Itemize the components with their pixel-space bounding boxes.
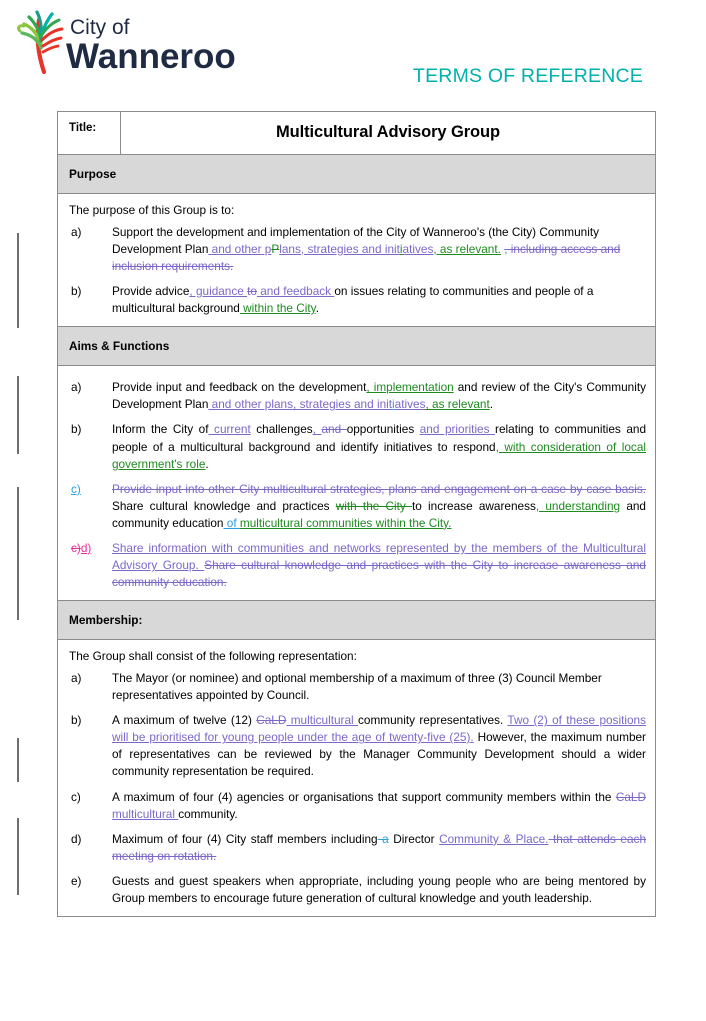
marker-text: a) <box>71 671 82 685</box>
text-run-ins-p: Community & Place. <box>439 831 549 846</box>
text-run-plain: opportunities <box>346 422 420 437</box>
list-item <box>69 379 646 413</box>
text-run-ins-p: current <box>208 422 251 437</box>
marker-text: e) <box>71 873 82 888</box>
section-intro: The purpose of this Group is to: <box>69 203 235 217</box>
text-run-plain: and review of the City's Community Development Plan <box>112 380 646 412</box>
marker-text: b) <box>71 284 82 299</box>
text-run-ins-p: and other p <box>208 241 272 256</box>
text-run-ins-p: atives <box>402 241 434 256</box>
text-run-ins-g: , implementation <box>366 380 454 395</box>
text-run-plain: Provide input and feedback on the development <box>112 380 367 395</box>
list-item-marker <box>71 421 82 438</box>
text-run-ins-g: , with consideration of local government's role <box>112 439 646 471</box>
list-item-marker <box>71 670 82 687</box>
text-run-plain: and community education <box>112 498 646 530</box>
list-item-marker <box>71 873 82 890</box>
text-run-ins-p: Two (2) of these positions will be prioritised for young people under the age of twenty-five (25). <box>112 713 646 745</box>
list-item <box>69 540 646 591</box>
list-item <box>69 224 646 275</box>
text-run-plain: Guests and guest speakers when appropriate, including young people who are being mentored by Group members to encourage future generation of cultural knowledge and youth leadership. <box>112 873 646 906</box>
section-intro: The Group shall consist of the following representation: <box>69 649 357 664</box>
text-run-ins-b: i <box>392 397 395 412</box>
list-item-marker <box>71 540 91 557</box>
marker-text: d) <box>80 540 92 555</box>
section-heading: Purpose <box>69 167 117 181</box>
text-run-ins-p: multicultural <box>112 806 179 821</box>
text-run-del-g: with the City <box>335 498 413 513</box>
text-run-plain: Support the development and implementation of the City of Wanneroo's (the City) Community Development Plan <box>112 224 600 256</box>
section-body-row <box>58 640 656 917</box>
marker-text: a) <box>71 224 82 239</box>
change-bar-1 <box>17 233 19 328</box>
logo-emblem-icon <box>19 12 62 72</box>
marker-text: b) <box>71 713 82 728</box>
text-run-ins-p: , guidance <box>189 284 248 299</box>
section-list <box>69 224 646 317</box>
text-run-ins-p: networks represented by the members of the Multicultural Advisory Group. <box>112 540 646 573</box>
section-header-cell <box>58 155 656 194</box>
list-item <box>69 670 646 704</box>
list-item <box>69 481 646 532</box>
text-run-plain: Maximum of four (4) City staff members including <box>112 831 378 846</box>
text-run-ins-g: within the City <box>239 301 316 316</box>
page-title: Multicultural Advisory Group <box>276 123 500 141</box>
text-run-ins-p: atives <box>394 397 426 412</box>
text-run-plain: Share cultural knowledge and practices <box>112 498 336 513</box>
text-run-plain: . <box>205 456 209 471</box>
marker-text: a) <box>71 380 82 395</box>
list-item-marker <box>71 712 82 729</box>
section-header-row <box>58 155 656 194</box>
city-of-wanneroo-logo <box>8 4 238 80</box>
text-run-del-g: P <box>271 241 280 256</box>
text-run-ins-p: Share information with communities and <box>112 540 334 555</box>
list-item-marker <box>71 481 81 498</box>
text-run-del-p: CaLD <box>615 789 646 804</box>
list-item <box>69 712 646 780</box>
section-body-cell <box>58 366 656 601</box>
section-heading: Membership: <box>69 613 143 628</box>
section-header-cell <box>58 327 656 366</box>
text-run-plain: However, the maximum number of representatives can be reviewed by the Manager Community Development should a wider community representation be required. <box>112 730 646 779</box>
text-run-del-p: Provide input into other City multicultural strategies, plans and engagement on a case by case basis. <box>112 481 646 496</box>
text-run-plain: Provide advice <box>112 284 190 299</box>
section-header-cell <box>58 601 656 640</box>
text-run-del-b: a <box>377 831 389 846</box>
section-body <box>58 194 655 326</box>
title-label: Title: <box>69 122 97 134</box>
text-run-ins-b: of <box>223 515 240 530</box>
text-run-ins-g: multicultural communities within <box>239 515 410 530</box>
text-run-plain: Director <box>388 831 440 846</box>
list-item <box>69 831 646 865</box>
section-list <box>69 379 646 591</box>
list-item-marker <box>71 789 81 806</box>
text-run-plain: community representatives. <box>357 713 508 728</box>
text-run-del-p: to <box>247 284 257 299</box>
list-item-marker <box>71 283 82 300</box>
document-kicker: TERMS OF REFERENCE <box>412 65 643 87</box>
section-body-cell <box>58 640 656 917</box>
list-item <box>69 421 646 472</box>
marker-text: d) <box>71 831 82 846</box>
text-run-plain: A maximum of four (4) agencies or organisations that support community members within the <box>112 789 616 804</box>
section-body-row <box>58 366 656 601</box>
text-run-plain: . <box>489 397 494 412</box>
list-item <box>69 789 646 823</box>
text-run-plain: challenges <box>250 422 313 437</box>
section-body <box>58 366 655 600</box>
text-run-plain: relating to communities and people of a multicultural background and identify initiatives to respond <box>112 422 647 454</box>
text-run-del-p: , including access and inclusion requirements. <box>112 241 621 273</box>
text-run-plain: A maximum of twelve (12) <box>112 713 257 728</box>
logo-line1: City of <box>70 16 130 39</box>
section-body <box>58 640 655 916</box>
marker-text: c) <box>71 789 81 804</box>
section-header-row <box>58 601 656 640</box>
text-run-ins-g: the City. <box>409 515 452 530</box>
marker-text: b) <box>71 422 82 437</box>
list-item-marker <box>71 379 82 396</box>
list-item-marker <box>71 831 82 848</box>
section-body-row <box>58 194 656 327</box>
text-run-ins-p: and priorities <box>419 422 496 437</box>
list-item <box>69 873 646 907</box>
change-bar-5 <box>17 818 19 895</box>
text-run-ins-g: , understanding <box>535 498 621 513</box>
marker-deleted: c) <box>71 540 81 555</box>
change-bar-3 <box>17 487 19 620</box>
text-run-ins-p: lans, strategies and init <box>279 241 400 256</box>
title-value-cell <box>121 112 656 155</box>
text-run-del-p: CaLD <box>256 713 287 728</box>
change-bar-4 <box>17 738 19 782</box>
text-run-ins-g: , as relevant. <box>433 241 501 256</box>
marker-text: c) <box>71 481 81 496</box>
table-body <box>58 112 656 917</box>
title-label-cell <box>58 112 121 155</box>
text-run-ins-p: multicultural <box>286 713 358 728</box>
text-run-plain: . <box>315 301 319 316</box>
page-header <box>0 0 706 100</box>
text-run-ins-g: i <box>399 241 403 256</box>
logo-line2: Wanneroo <box>66 37 236 76</box>
text-run-ins-g: , as relevant <box>425 397 490 412</box>
section-body-cell <box>58 194 656 327</box>
text-run-del-p: Share cultural knowledge and practices with the City to increase awareness and community education. <box>112 558 646 590</box>
section-header-row <box>58 327 656 366</box>
logo-svg <box>8 4 238 80</box>
title-row <box>58 112 656 155</box>
section-list <box>69 670 646 907</box>
list-item-marker <box>71 224 82 241</box>
text-run-ins-p: and feedback <box>256 284 335 299</box>
change-bar-2 <box>17 376 19 454</box>
text-run-plain: to increase awareness <box>412 498 536 513</box>
text-run-plain: The Mayor (or nominee) and optional membership of a maximum of three (3) Council Member representatives appointed by Council. <box>112 671 602 703</box>
text-run-ins-p: , <box>312 422 322 437</box>
terms-of-reference-table <box>57 111 656 917</box>
text-run-plain: community. <box>178 806 238 821</box>
text-run-plain: on issues relating to communities and people of a multicultural background <box>112 284 594 316</box>
text-run-ins-p: and other plans, strategies and init <box>208 397 393 412</box>
list-item <box>69 283 646 317</box>
text-run-del-p: that attends each meeting on rotation. <box>112 831 647 863</box>
section-heading: Aims & Functions <box>69 339 170 354</box>
text-run-del-p: and <box>321 422 347 437</box>
text-run-plain: Inform the City of <box>112 422 209 437</box>
